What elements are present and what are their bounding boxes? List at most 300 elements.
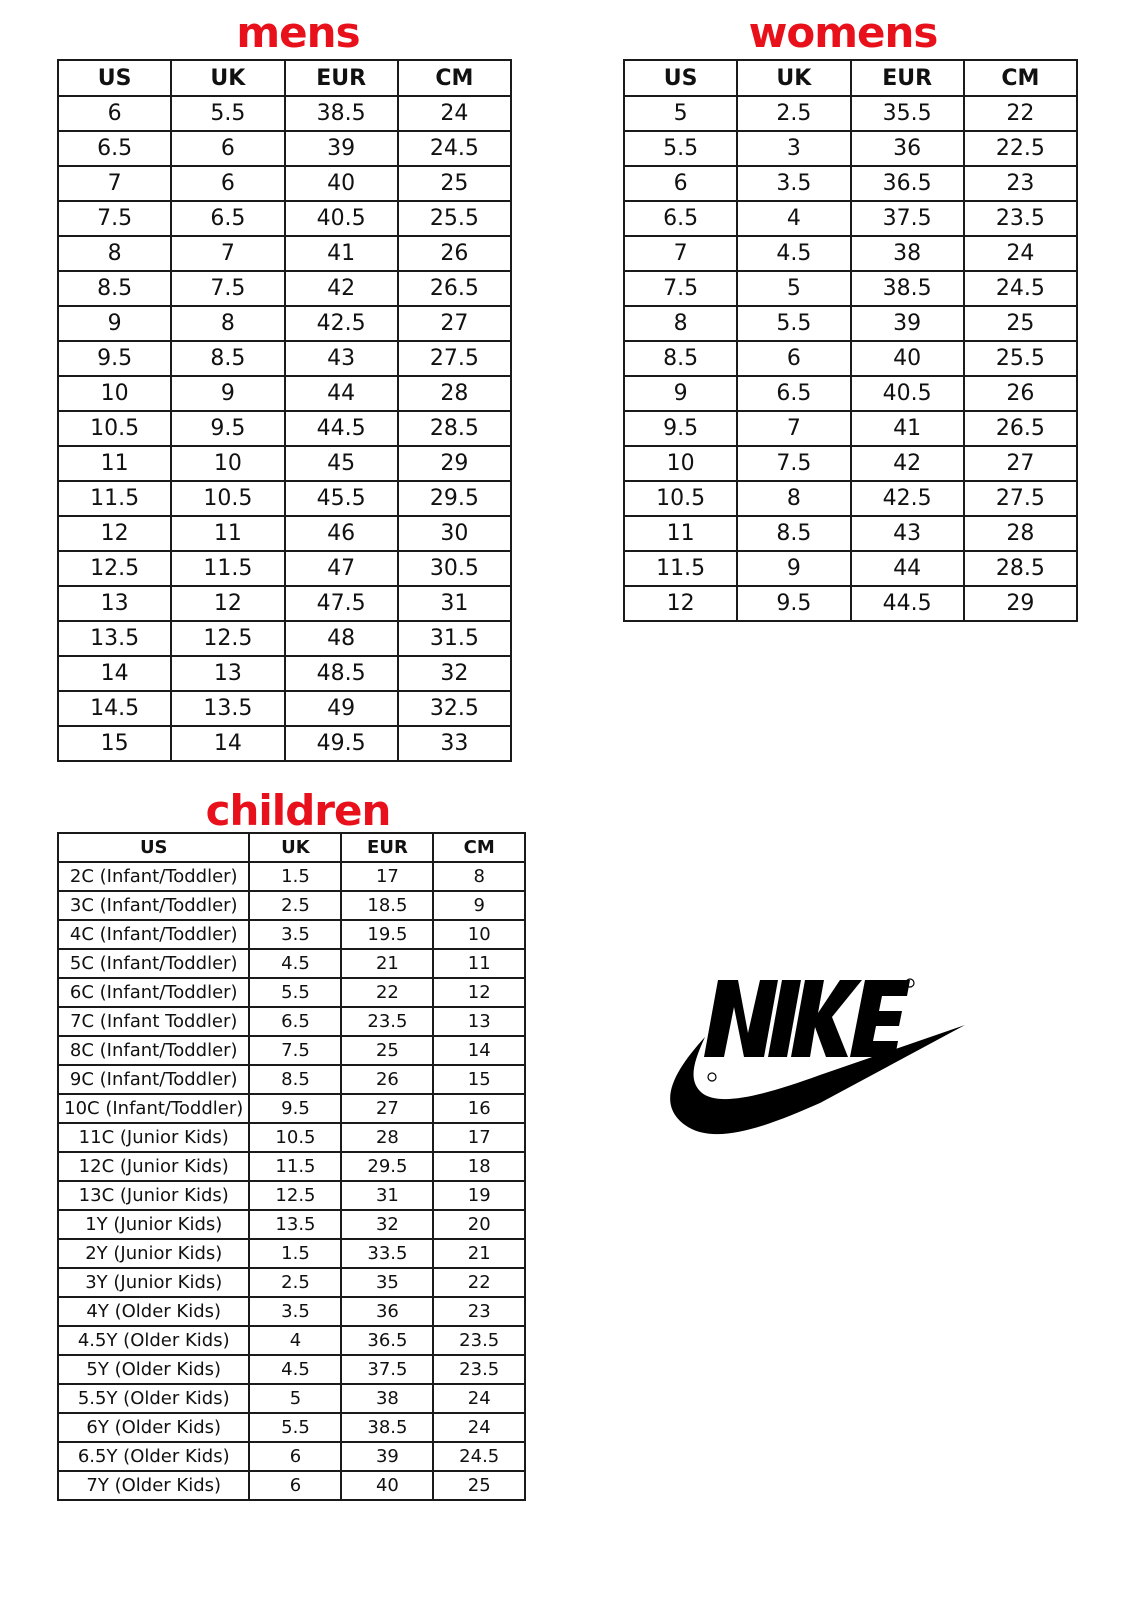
table-row [58,1210,525,1239]
cell-cm: 28 [964,516,1077,551]
cell-us: 6 [58,96,171,131]
cell-cm: 29.5 [398,481,511,516]
column-header-cm: CM [433,833,525,862]
cell-us: 7C (Infant Toddler) [58,1007,249,1036]
cell-cm: 22 [433,1268,525,1297]
cell-eur: 40.5 [851,376,964,411]
table-row [624,271,1077,306]
cell-cm: 19 [433,1181,525,1210]
cell-us: 6 [624,166,737,201]
cell-cm: 22.5 [964,131,1077,166]
cell-eur: 28 [341,1123,433,1152]
cell-uk: 5.5 [249,978,341,1007]
cell-eur: 38.5 [341,1413,433,1442]
table-row [624,131,1077,166]
cell-cm: 26.5 [398,271,511,306]
cell-uk: 6 [737,341,850,376]
table-row [58,621,511,656]
table-row [58,978,525,1007]
table-row [58,166,511,201]
table-row [58,1384,525,1413]
cell-cm: 25 [433,1471,525,1500]
cell-us: 8 [58,236,171,271]
cell-cm: 15 [433,1065,525,1094]
cell-us: 12C (Junior Kids) [58,1152,249,1181]
cell-uk: 7.5 [171,271,284,306]
cell-eur: 36 [851,131,964,166]
cell-eur: 35.5 [851,96,964,131]
column-header-uk: UK [737,60,850,96]
cell-uk: 4.5 [249,949,341,978]
cell-us: 3C (Infant/Toddler) [58,891,249,920]
cell-us: 14 [58,656,171,691]
table-row [58,1297,525,1326]
cell-uk: 7 [171,236,284,271]
cell-eur: 36.5 [851,166,964,201]
cell-eur: 47 [285,551,398,586]
cell-uk: 4 [249,1326,341,1355]
cell-uk: 9.5 [249,1094,341,1123]
cell-us: 5Y (Older Kids) [58,1355,249,1384]
table-row [58,1471,525,1500]
cell-uk: 4.5 [737,236,850,271]
cell-us: 6.5Y (Older Kids) [58,1442,249,1471]
cell-eur: 18.5 [341,891,433,920]
table-row [58,1326,525,1355]
cell-eur: 44.5 [851,586,964,621]
cell-uk: 3.5 [249,1297,341,1326]
table-row [624,551,1077,586]
table-row [58,1239,525,1268]
cell-uk: 2.5 [249,1268,341,1297]
table-row [58,411,511,446]
cell-uk: 14 [171,726,284,761]
cell-cm: 16 [433,1094,525,1123]
cell-cm: 23.5 [433,1355,525,1384]
cell-eur: 47.5 [285,586,398,621]
cell-uk: 9 [737,551,850,586]
column-header-us: US [58,60,171,96]
table-row [58,1442,525,1471]
cell-eur: 33.5 [341,1239,433,1268]
cell-us: 6C (Infant/Toddler) [58,978,249,1007]
children-size-table [57,832,526,1501]
cell-eur: 43 [285,341,398,376]
cell-us: 2C (Infant/Toddler) [58,862,249,891]
cell-eur: 23.5 [341,1007,433,1036]
table-row [58,1094,525,1123]
table-row [58,481,511,516]
cell-eur: 43 [851,516,964,551]
cell-cm: 27.5 [964,481,1077,516]
cell-eur: 36 [341,1297,433,1326]
cell-us: 10.5 [624,481,737,516]
cell-eur: 41 [285,236,398,271]
cell-cm: 29 [964,586,1077,621]
table-row [624,516,1077,551]
cell-uk: 6.5 [737,376,850,411]
table-row [624,586,1077,621]
cell-eur: 37.5 [851,201,964,236]
cell-uk: 3 [737,131,850,166]
cell-us: 9 [624,376,737,411]
cell-uk: 11.5 [171,551,284,586]
cell-eur: 32 [341,1210,433,1239]
cell-eur: 49.5 [285,726,398,761]
cell-eur: 37.5 [341,1355,433,1384]
cell-uk: 12.5 [249,1181,341,1210]
cell-us: 11 [58,446,171,481]
cell-uk: 2.5 [249,891,341,920]
cell-uk: 13.5 [171,691,284,726]
table-row [58,516,511,551]
cell-cm: 13 [433,1007,525,1036]
cell-eur: 41 [851,411,964,446]
cell-us: 12.5 [58,551,171,586]
cell-uk: 6 [171,166,284,201]
cell-eur: 39 [851,306,964,341]
table-row [58,1065,525,1094]
cell-cm: 26.5 [964,411,1077,446]
cell-eur: 44 [851,551,964,586]
cell-us: 14.5 [58,691,171,726]
cell-cm: 27.5 [398,341,511,376]
cell-uk: 8 [737,481,850,516]
cell-cm: 30 [398,516,511,551]
cell-uk: 3.5 [249,920,341,949]
womens-title: womens [748,8,938,57]
column-header-eur: EUR [285,60,398,96]
cell-uk: 8 [171,306,284,341]
column-header-cm: CM [964,60,1077,96]
cell-uk: 10.5 [171,481,284,516]
cell-cm: 24 [433,1384,525,1413]
cell-us: 13C (Junior Kids) [58,1181,249,1210]
cell-cm: 28.5 [964,551,1077,586]
cell-us: 9 [58,306,171,341]
table-row [58,1268,525,1297]
column-header-eur: EUR [851,60,964,96]
cell-us: 5 [624,96,737,131]
table-row [58,862,525,891]
cell-eur: 40 [285,166,398,201]
table-row [58,306,511,341]
nike-swoosh-logo [660,975,970,1145]
cell-uk: 6 [171,131,284,166]
table-row [624,411,1077,446]
cell-eur: 29.5 [341,1152,433,1181]
cell-cm: 23.5 [433,1326,525,1355]
table-row [58,1007,525,1036]
cell-cm: 8 [433,862,525,891]
cell-us: 3Y (Junior Kids) [58,1268,249,1297]
cell-us: 7Y (Older Kids) [58,1471,249,1500]
cell-uk: 13.5 [249,1210,341,1239]
cell-us: 11C (Junior Kids) [58,1123,249,1152]
cell-eur: 42 [285,271,398,306]
cell-cm: 11 [433,949,525,978]
cell-us: 7.5 [58,201,171,236]
column-header-uk: UK [249,833,341,862]
cell-eur: 40 [851,341,964,376]
cell-eur: 38.5 [851,271,964,306]
cell-us: 9.5 [58,341,171,376]
cell-cm: 23 [433,1297,525,1326]
table-row [624,481,1077,516]
table-row [58,691,511,726]
cell-eur: 48 [285,621,398,656]
cell-eur: 44 [285,376,398,411]
cell-cm: 22 [964,96,1077,131]
column-header-cm: CM [398,60,511,96]
cell-cm: 23.5 [964,201,1077,236]
cell-us: 5C (Infant/Toddler) [58,949,249,978]
table-row [58,1413,525,1442]
table-row [624,201,1077,236]
children-title: children [205,786,391,835]
cell-cm: 24 [964,236,1077,271]
cell-eur: 42.5 [851,481,964,516]
table-row [624,376,1077,411]
cell-us: 10.5 [58,411,171,446]
cell-cm: 24.5 [433,1442,525,1471]
cell-cm: 26 [964,376,1077,411]
cell-us: 10 [624,446,737,481]
cell-cm: 14 [433,1036,525,1065]
cell-us: 5.5 [624,131,737,166]
table-row [58,376,511,411]
cell-uk: 9.5 [737,586,850,621]
cell-uk: 4 [737,201,850,236]
cell-cm: 28.5 [398,411,511,446]
cell-uk: 8.5 [249,1065,341,1094]
mens-title: mens [236,8,360,57]
nike-wordmark-icon [704,980,910,1057]
cell-us: 12 [58,516,171,551]
cell-eur: 46 [285,516,398,551]
cell-uk: 4.5 [249,1355,341,1384]
cell-us: 15 [58,726,171,761]
cell-uk: 8.5 [737,516,850,551]
cell-eur: 38 [851,236,964,271]
cell-uk: 7.5 [249,1036,341,1065]
column-header-eur: EUR [341,833,433,862]
table-row [624,166,1077,201]
table-row [624,341,1077,376]
table-row [58,236,511,271]
cell-us: 8 [624,306,737,341]
cell-cm: 20 [433,1210,525,1239]
cell-us: 13 [58,586,171,621]
table-row [58,586,511,621]
table-row [58,271,511,306]
cell-uk: 3.5 [737,166,850,201]
womens-size-table [623,59,1078,622]
cell-eur: 19.5 [341,920,433,949]
table-row [58,726,511,761]
cell-cm: 25.5 [398,201,511,236]
table-row [624,306,1077,341]
cell-uk: 6 [249,1471,341,1500]
table-row [58,341,511,376]
cell-uk: 8.5 [171,341,284,376]
cell-cm: 24 [433,1413,525,1442]
table-row [58,1181,525,1210]
table-header-row [58,60,511,96]
cell-cm: 21 [433,1239,525,1268]
cell-eur: 21 [341,949,433,978]
cell-us: 6Y (Older Kids) [58,1413,249,1442]
column-header-us: US [58,833,249,862]
cell-cm: 27 [398,306,511,341]
cell-uk: 9 [171,376,284,411]
table-row [58,1036,525,1065]
table-row [58,96,511,131]
cell-eur: 42 [851,446,964,481]
cell-uk: 5 [249,1384,341,1413]
cell-us: 8.5 [58,271,171,306]
cell-uk: 6 [249,1442,341,1471]
cell-uk: 6.5 [249,1007,341,1036]
cell-us: 10C (Infant/Toddler) [58,1094,249,1123]
cell-us: 11.5 [624,551,737,586]
cell-us: 1Y (Junior Kids) [58,1210,249,1239]
cell-us: 6.5 [624,201,737,236]
cell-cm: 12 [433,978,525,1007]
cell-uk: 12.5 [171,621,284,656]
cell-cm: 24 [398,96,511,131]
cell-cm: 24.5 [398,131,511,166]
cell-us: 7 [58,166,171,201]
cell-uk: 12 [171,586,284,621]
cell-eur: 48.5 [285,656,398,691]
column-header-us: US [624,60,737,96]
cell-us: 4.5Y (Older Kids) [58,1326,249,1355]
cell-uk: 6.5 [171,201,284,236]
cell-us: 4C (Infant/Toddler) [58,920,249,949]
cell-uk: 5 [737,271,850,306]
table-row [58,1355,525,1384]
cell-cm: 31 [398,586,511,621]
table-header-row [58,833,525,862]
table-row [58,131,511,166]
cell-us: 9.5 [624,411,737,446]
cell-eur: 22 [341,978,433,1007]
cell-cm: 32.5 [398,691,511,726]
table-row [624,96,1077,131]
cell-cm: 24.5 [964,271,1077,306]
cell-eur: 25 [341,1036,433,1065]
mens-size-table [57,59,512,762]
column-header-uk: UK [171,60,284,96]
cell-cm: 17 [433,1123,525,1152]
cell-uk: 5.5 [171,96,284,131]
cell-uk: 10 [171,446,284,481]
table-row [58,891,525,920]
cell-uk: 7 [737,411,850,446]
cell-cm: 25 [964,306,1077,341]
cell-eur: 39 [341,1442,433,1471]
cell-uk: 11.5 [249,1152,341,1181]
cell-eur: 45 [285,446,398,481]
cell-uk: 11 [171,516,284,551]
cell-cm: 31.5 [398,621,511,656]
cell-eur: 38.5 [285,96,398,131]
cell-us: 13.5 [58,621,171,656]
cell-eur: 36.5 [341,1326,433,1355]
cell-cm: 10 [433,920,525,949]
cell-eur: 40.5 [285,201,398,236]
cell-eur: 27 [341,1094,433,1123]
cell-eur: 17 [341,862,433,891]
cell-eur: 44.5 [285,411,398,446]
cell-uk: 5.5 [249,1413,341,1442]
cell-us: 8.5 [624,341,737,376]
cell-us: 5.5Y (Older Kids) [58,1384,249,1413]
cell-cm: 9 [433,891,525,920]
table-row [624,446,1077,481]
cell-uk: 1.5 [249,1239,341,1268]
table-row [58,201,511,236]
cell-us: 6.5 [58,131,171,166]
cell-cm: 33 [398,726,511,761]
cell-us: 11 [624,516,737,551]
cell-us: 2Y (Junior Kids) [58,1239,249,1268]
cell-cm: 28 [398,376,511,411]
table-header-row [624,60,1077,96]
cell-us: 4Y (Older Kids) [58,1297,249,1326]
cell-cm: 25 [398,166,511,201]
cell-eur: 26 [341,1065,433,1094]
cell-uk: 10.5 [249,1123,341,1152]
cell-eur: 40 [341,1471,433,1500]
cell-eur: 39 [285,131,398,166]
cell-cm: 32 [398,656,511,691]
cell-eur: 45.5 [285,481,398,516]
cell-uk: 2.5 [737,96,850,131]
table-row [58,920,525,949]
table-row [58,446,511,481]
cell-cm: 30.5 [398,551,511,586]
cell-us: 11.5 [58,481,171,516]
table-row [58,1123,525,1152]
cell-eur: 31 [341,1181,433,1210]
cell-eur: 38 [341,1384,433,1413]
cell-us: 7.5 [624,271,737,306]
table-row [58,551,511,586]
table-row [624,236,1077,271]
cell-uk: 5.5 [737,306,850,341]
table-row [58,1152,525,1181]
cell-uk: 13 [171,656,284,691]
cell-uk: 7.5 [737,446,850,481]
cell-cm: 27 [964,446,1077,481]
cell-cm: 25.5 [964,341,1077,376]
cell-us: 10 [58,376,171,411]
cell-us: 8C (Infant/Toddler) [58,1036,249,1065]
cell-us: 7 [624,236,737,271]
cell-uk: 9.5 [171,411,284,446]
cell-us: 9C (Infant/Toddler) [58,1065,249,1094]
cell-cm: 29 [398,446,511,481]
cell-eur: 42.5 [285,306,398,341]
cell-eur: 49 [285,691,398,726]
cell-uk: 1.5 [249,862,341,891]
table-row [58,949,525,978]
cell-cm: 18 [433,1152,525,1181]
cell-cm: 23 [964,166,1077,201]
cell-eur: 35 [341,1268,433,1297]
